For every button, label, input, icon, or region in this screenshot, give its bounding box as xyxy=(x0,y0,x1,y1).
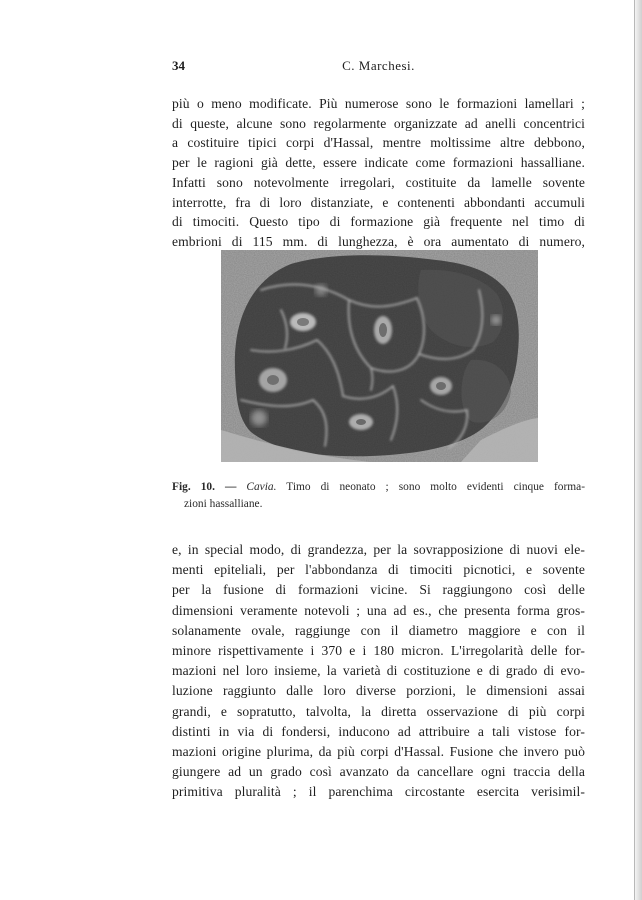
text-line: interrotte, fra di loro distanziate, e contenenti abbondanti accumuli xyxy=(172,194,585,210)
text-line: grandi, e sopratutto, talvolta, la diretta osservazione di più corpi xyxy=(172,703,585,719)
caption-text-continued: zioni hassalliane. xyxy=(184,497,263,510)
text-line: a costituire tipici corpi d'Hassal, mentre moltissime altre debbono, xyxy=(172,135,585,151)
text-line: e, in special modo, di grandezza, per la sovrapposizione di nuovi ele- xyxy=(172,542,585,557)
text-line: solanamente ovale, raggiunge con il diametro maggiore e con il xyxy=(172,622,585,638)
page-header xyxy=(172,58,585,78)
text-line: mazioni origine plurima, da più corpi d'Hassal. Fusione che invero può xyxy=(172,744,585,760)
figure-species: Cavia. xyxy=(246,481,277,493)
thymus-micrograph-image xyxy=(221,250,538,462)
micrograph-figure xyxy=(221,250,538,462)
text-line: menti epiteliali, per l'abbondanza di timociti picnotici, e sovente xyxy=(172,562,585,578)
text-line: distinti in via di fondersi, inducono ad attribuire a tali vistose for- xyxy=(172,723,585,739)
text-line: giungere ad un grado così avanzato da cancellare ogni traccia della xyxy=(172,764,585,780)
text-line: di queste, alcune sono regolarmente organizzate ad anelli concentrici xyxy=(172,115,585,131)
caption-text: Timo di neonato ; sono molto evidenti cinque forma- xyxy=(286,481,585,493)
page-edge-shadow xyxy=(635,0,642,900)
text-line: luzione raggiunto dalle loro diverse porzioni, le dimensioni assai xyxy=(172,683,585,699)
text-line: più o meno modificate. Più numerose sono le formazioni lamellari ; xyxy=(172,96,585,111)
text-line: primitiva pluralità ; il parenchima circostante esercita verisimil- xyxy=(172,784,585,800)
text-line: per le ragioni già dette, essere indicate come formazioni hassalliane. xyxy=(172,155,585,171)
text-line: dimensioni veramente notevoli ; una ad es., che presenta forma gros- xyxy=(172,602,585,618)
running-head-author: C. Marchesi. xyxy=(342,58,415,73)
text-line: embrioni di 115 mm. di lunghezza, è ora aumentato di numero, xyxy=(172,233,585,249)
text-line: mazioni nel loro insieme, la varietà di costituzione e di grado di evo- xyxy=(172,663,585,679)
figure-label: Fig. 10. — xyxy=(172,481,237,493)
text-line: per la fusione di formazioni vicine. Si raggiungono così delle xyxy=(172,582,585,598)
paragraph-top xyxy=(172,94,585,252)
page-number: 34 xyxy=(172,58,185,73)
text-line: di timociti. Questo tipo di formazione già frequente nel timo di xyxy=(172,214,585,230)
figure-caption xyxy=(172,479,585,512)
paragraph-bottom xyxy=(172,540,585,803)
text-line: Infatti sono notevolmente irregolari, costituite da lamelle sovente xyxy=(172,174,585,190)
text-line: minore rispettivamente i 370 e i 180 micron. L'irregolarità delle for- xyxy=(172,643,585,659)
